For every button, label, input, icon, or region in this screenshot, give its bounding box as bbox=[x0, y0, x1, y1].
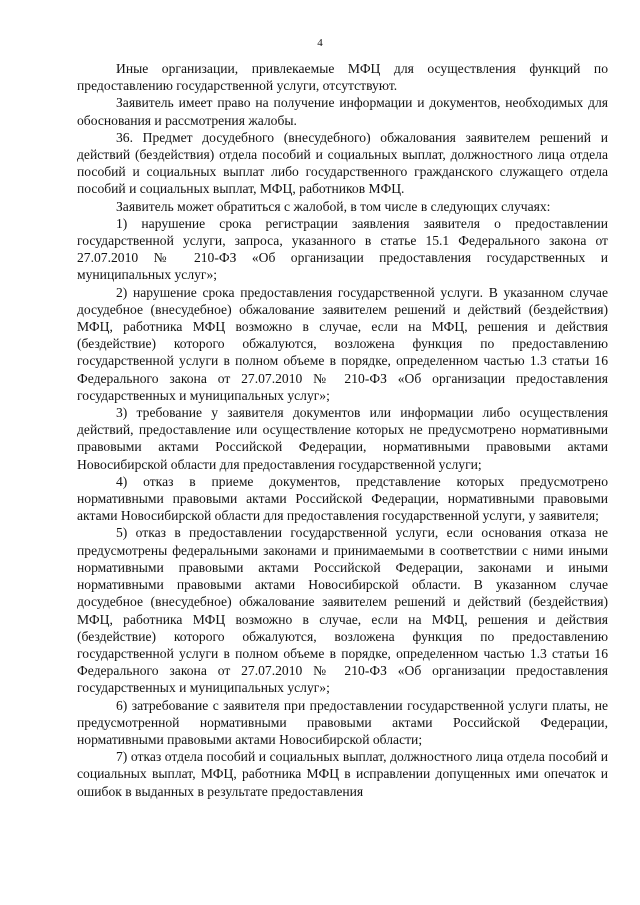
list-item-6: 6) затребование с заявителя при предоставлении государственной услуги платы, не предусмотренной нормативными правовыми актами Российской Федерации, нормативными правовыми актами Новосибирской области; bbox=[77, 697, 608, 747]
list-item-1: 1) нарушение срока регистрации заявления заявителя о предоставлении государственной услуги, запроса, указанного в статье 15.1 Федерального закона от 27.07.2010 № 210-ФЗ «Об организации предоставления государственных и муниципальных услуг»; bbox=[77, 215, 608, 283]
page-number: 4 bbox=[317, 37, 323, 49]
list-item-7: 7) отказ отдела пособий и социальных выплат, должностного лица отдела пособий и социальных выплат, МФЦ, работника МФЦ в исправлении допущенных ими опечаток и ошибок в выданных в результате предоставления bbox=[77, 749, 608, 799]
paragraph-other-organizations: Иные организации, привлекаемые МФЦ для осуществления функций по предоставлению государственной услуги, отсутствуют. bbox=[77, 61, 608, 94]
list-item-2: 2) нарушение срока предоставления государственной услуги. В указанном случае досудебное (внесудебное) обжалование заявителем решений и действий (бездействия) МФЦ, работника МФЦ возможно в случае, если на МФЦ, решения и действия (бездействие) которого обжалуются, возложена функция по предоставлению государственной услуги в полном объеме в порядке, определенном частью 1.3 статьи 16 Федерального закона от 27.07.2010 № 210-ФЗ «Об организации предоставления государственных и муниципальных услуг»; bbox=[77, 284, 608, 403]
paragraph-complaint-cases-intro: Заявитель может обратиться с жалобой, в том числе в следующих случаях: bbox=[116, 198, 551, 214]
list-item-5: 5) отказ в предоставлении государственной услуги, если основания отказа не предусмотрены федеральными законами и принимаемыми в соответствии с ними иными нормативными правовыми актами Российской Федерации, законами и иными нормативными правовыми актами Новосибирской области. В указанном случае досудебное (внесудебное) обжалование заявителем решений и действий (бездействия) МФЦ, работника МФЦ возможно в случае, если на МФЦ, решения и действия (бездействие) которого обжалуются, возложена функция по предоставлению государственной услуги в полном объеме в порядке, определенном частью 1.3 статьи 16 Федерального закона от 27.07.2010 № 210-ФЗ «Об организации предоставления государственных и муниципальных услуг»; bbox=[77, 525, 608, 696]
list-item-4: 4) отказ в приеме документов, представление которых предусмотрено нормативными правовыми актами Российской Федерации, нормативными правовыми актами Новосибирской области для предоставления государственной услуги, у заявителя; bbox=[77, 473, 608, 524]
document-body bbox=[77, 60, 608, 800]
paragraph-item-36: 36. Предмет досудебного (внесудебного) обжалования заявителем решений и действий (бездействия) отдела пособий и социальных выплат, должностного лица отдела пособий и социальных выплат либо государственного гражданского служащего отдела пособий и социальных выплат, МФЦ, работников МФЦ. bbox=[77, 129, 608, 197]
list-item-3: 3) требование у заявителя документов или информации либо осуществления действий, предоставление или осуществление которых не предусмотрено нормативными правовыми актами Российской Федерации, нормативными правовыми актами Новосибирской области для предоставления государственной услуги; bbox=[77, 405, 608, 472]
paragraph-right-to-information: Заявитель имеет право на получение информации и документов, необходимых для обоснования и рассмотрения жалобы. bbox=[77, 95, 608, 128]
